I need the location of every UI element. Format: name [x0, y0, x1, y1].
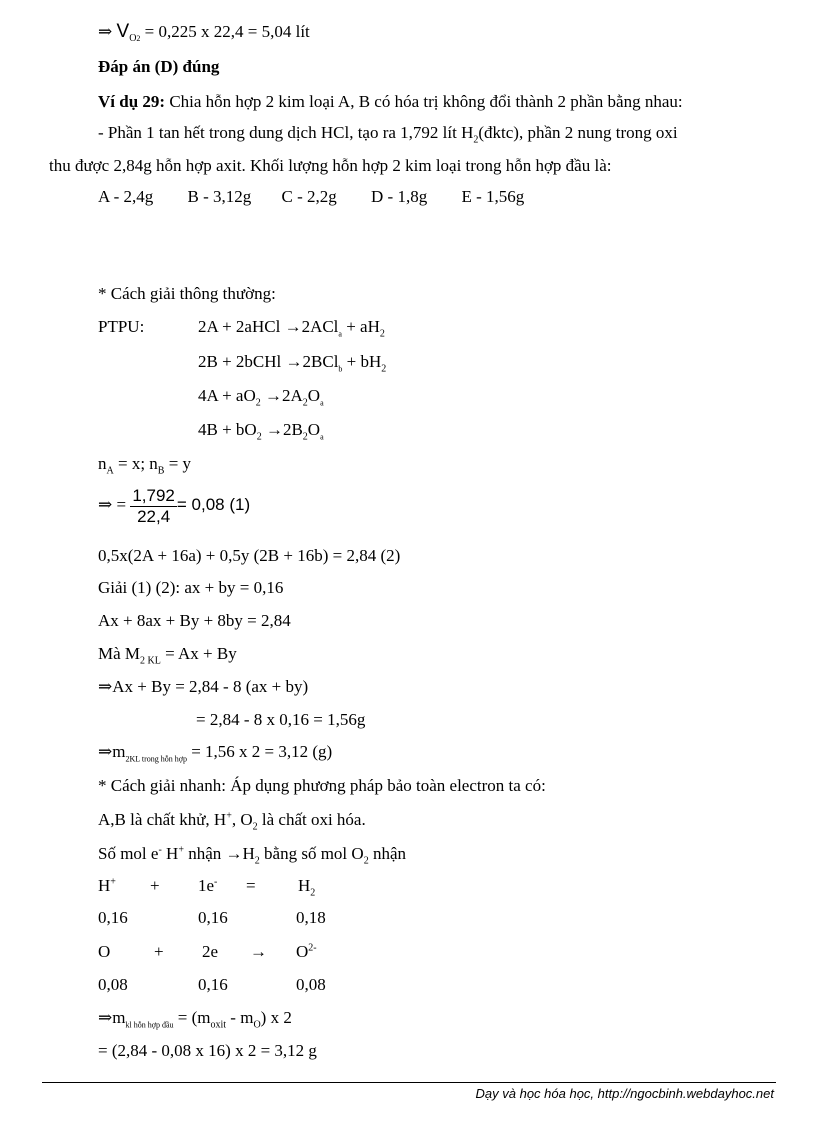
- eq1-arrow: →: [284, 317, 302, 336]
- example-label: Ví dụ 29:: [98, 92, 166, 111]
- eq4-arrow: →: [261, 420, 283, 439]
- r1-c2: +: [150, 876, 160, 895]
- calc-line: = 2,84 - 8 x 0,16 = 1,56g: [196, 710, 366, 729]
- implies-arrow-4: ⇒: [98, 1008, 113, 1027]
- volume-calculation: = 0,225 x 22,4 = 5,04 lít: [140, 22, 310, 41]
- footer-divider: [42, 1082, 776, 1083]
- mass-result-line: [98, 742, 332, 762]
- moles-sub-b: B: [157, 465, 165, 477]
- ma-text: Mà M: [98, 644, 141, 663]
- redox-b: , O: [231, 810, 253, 829]
- h2-subscript: 2: [473, 134, 479, 146]
- e-c: nhận: [183, 844, 226, 863]
- r1-c5: [298, 876, 316, 899]
- eq3-oxygen: O: [307, 386, 321, 405]
- r3-c3: 2e: [202, 942, 219, 961]
- option-e: E - 1,56g: [461, 187, 525, 206]
- final-sub: kl hỗn hợp đầu: [125, 1020, 174, 1030]
- e-f: nhận: [368, 844, 406, 863]
- fraction-arrow: ⇒ =: [98, 495, 127, 514]
- eq2-product-2: + bH: [342, 352, 382, 371]
- final-sub-o: O: [253, 1019, 261, 1031]
- implies-arrow: ⇒: [98, 22, 113, 41]
- e-d: H: [242, 844, 255, 863]
- expand-line: Ax + 8ax + By + 8by = 2,84: [98, 611, 291, 630]
- eq2-sub-b: b: [338, 364, 343, 374]
- option-b: B - 3,12g: [187, 187, 252, 206]
- e-sup1: -: [158, 844, 162, 856]
- moles-definition: [98, 454, 192, 477]
- solve-line: Giải (1) (2): ax + by = 0,16: [98, 578, 284, 597]
- r4-c3: 0,08: [296, 975, 326, 994]
- e-e: bằng số mol O: [259, 844, 364, 863]
- final-sub-oxit: oxit: [210, 1019, 227, 1031]
- r1-c1-text: H: [98, 876, 111, 895]
- eq4-sub-o2: 2: [256, 431, 262, 443]
- problem-text-a: - Phần 1 tan hết trong dung dịch HCl, tạo ra 1,792 lít H: [98, 123, 474, 142]
- implies-text-1: Ax + By = 2,84 - 8 (ax + by): [112, 677, 309, 696]
- r1-c3-text: 1e: [198, 876, 215, 895]
- eq2-left: 2B + 2bCHl: [198, 352, 286, 371]
- eq3-sub-a: a: [320, 398, 324, 408]
- r3-c5-text: O: [296, 942, 309, 961]
- option-c: C - 2,2g: [281, 187, 337, 206]
- moles-y: = y: [164, 454, 192, 473]
- equation-3: [198, 386, 324, 409]
- eq4-left: 4B + bO: [198, 420, 257, 439]
- eq3-left: 4A + aO: [198, 386, 256, 405]
- r1-c3-sup: -: [214, 876, 218, 888]
- equation-2: [198, 352, 387, 375]
- r3-c5-sup: 2-: [308, 942, 317, 954]
- r4-c1: 0,08: [98, 975, 128, 994]
- equation-2-mass: 0,5x(2A + 16a) + 0,5y (2B + 16b) = 2,84 (2): [98, 546, 401, 565]
- e-sup2: +: [178, 844, 184, 856]
- eq1-sub-2: 2: [379, 328, 385, 340]
- page-footer: Dạy và học hóa học, http://ngocbinh.webdayhoc.net: [475, 1086, 774, 1101]
- r1-c1-sup: +: [110, 876, 116, 888]
- final-c: - m: [226, 1008, 254, 1027]
- r1-c4: =: [246, 876, 256, 895]
- method1-title: * Cách giải thông thường:: [98, 284, 276, 303]
- final-m: m: [112, 1008, 126, 1027]
- problem-paragraph-2: thu được 2,84g hỗn hợp axit. Khối lượng hỗn hợp 2 kim loại trong hỗn hợp đầu là:: [49, 156, 612, 175]
- eq4-oxygen: O: [307, 420, 321, 439]
- e-sub: 2: [254, 855, 260, 867]
- eq1-product: 2ACl: [301, 317, 339, 336]
- eq4-sub-a: a: [320, 432, 324, 442]
- final-line-1: [98, 1008, 292, 1031]
- redox-a: A,B là chất khử, H: [98, 810, 227, 829]
- ma-rest: = Ax + By: [160, 644, 237, 663]
- volume-result-line: [98, 21, 310, 45]
- eq1-sub-a: a: [338, 329, 342, 339]
- redox-sup: +: [226, 810, 232, 822]
- fraction: [130, 486, 177, 527]
- redox-sub: 2: [252, 821, 258, 833]
- eq3-arrow: →: [260, 386, 282, 405]
- example-text: Chia hỗn hợp 2 kim loại A, B có hóa trị không đổi thành 2 phần bằng nhau:: [165, 92, 683, 111]
- equation-4: [198, 420, 324, 443]
- r2-c1: 0,16: [98, 908, 128, 927]
- mass-sub: 2KL trong hỗn hợp: [125, 754, 187, 764]
- eq3-product: 2A: [282, 386, 303, 405]
- mass-rest: = 1,56 x 2 = 3,12 (g): [186, 742, 333, 761]
- e-b: H: [161, 844, 179, 863]
- method2-title: * Cách giải nhanh: Áp dụng phương pháp bảo toàn electron ta có:: [98, 776, 546, 795]
- fraction-line: [98, 483, 250, 527]
- volume-symbol: V: [116, 21, 130, 42]
- equation-1: [198, 317, 385, 340]
- implies-line-1: [98, 677, 308, 697]
- problem-paragraph-1: [98, 123, 678, 146]
- r3-c1: O: [98, 942, 111, 961]
- r3-c4: →: [250, 942, 267, 961]
- eq2-product: 2BCl: [302, 352, 339, 371]
- r2-c2: 0,16: [198, 908, 228, 927]
- eq1-left: 2A + 2aHCl: [198, 317, 285, 336]
- example-heading: [98, 92, 683, 112]
- eq2-sub-2: 2: [381, 363, 387, 375]
- redox-c: là chất oxi hóa.: [257, 810, 366, 829]
- r3-c2: +: [154, 942, 164, 961]
- fraction-numerator: 1,792: [132, 485, 175, 505]
- option-d: D - 1,8g: [371, 187, 428, 206]
- electrons-line: [98, 844, 406, 867]
- final-d: ) x 2: [260, 1008, 292, 1027]
- eq3-sub-2: 2: [302, 397, 308, 409]
- moles-n: n: [98, 454, 107, 473]
- r1-c3: [198, 876, 217, 896]
- problem-text-b: (đktc), phần 2 nung trong oxi: [478, 123, 678, 142]
- r1-c1: [98, 876, 116, 896]
- eq2-arrow: →: [285, 352, 303, 371]
- answer-line: Đáp án (D) đúng: [98, 57, 220, 76]
- moles-sub-a: A: [106, 465, 114, 477]
- fraction-result: = 0,08 (1): [176, 495, 251, 514]
- eq3-sub-o2: 2: [255, 397, 261, 409]
- implies-arrow-2: ⇒: [98, 677, 113, 696]
- molar-mass-line: [98, 644, 237, 667]
- r1-c5-text: H: [298, 876, 311, 895]
- e-arrow: →: [225, 844, 243, 863]
- implies-arrow-3: ⇒: [98, 742, 113, 761]
- final-b: = (m: [173, 1008, 211, 1027]
- final-line-2: = (2,84 - 0,08 x 16) x 2 = 3,12 g: [98, 1041, 317, 1060]
- r2-c3: 0,18: [296, 908, 326, 927]
- eq4-sub-2: 2: [302, 431, 308, 443]
- volume-subscript: O: [129, 33, 137, 45]
- fraction-denominator: 22,4: [137, 506, 171, 526]
- e-a: Số mol e: [98, 844, 159, 863]
- option-a: A - 2,4g: [98, 187, 154, 206]
- moles-x: = x; n: [113, 454, 158, 473]
- pt-label: PTPU:: [98, 317, 145, 336]
- eq1-product-2: + aH: [341, 317, 380, 336]
- eq4-product: 2B: [282, 420, 303, 439]
- e-sub2: 2: [363, 855, 369, 867]
- volume-subscript-2: 2: [136, 34, 141, 44]
- ma-sub: 2 KL: [140, 655, 161, 667]
- redox-line: [98, 810, 366, 833]
- r1-c5-sub: 2: [310, 887, 316, 899]
- r3-c5: [296, 942, 317, 962]
- mass-m: m: [112, 742, 126, 761]
- answer-options: [98, 187, 524, 207]
- r4-c2: 0,16: [198, 975, 228, 994]
